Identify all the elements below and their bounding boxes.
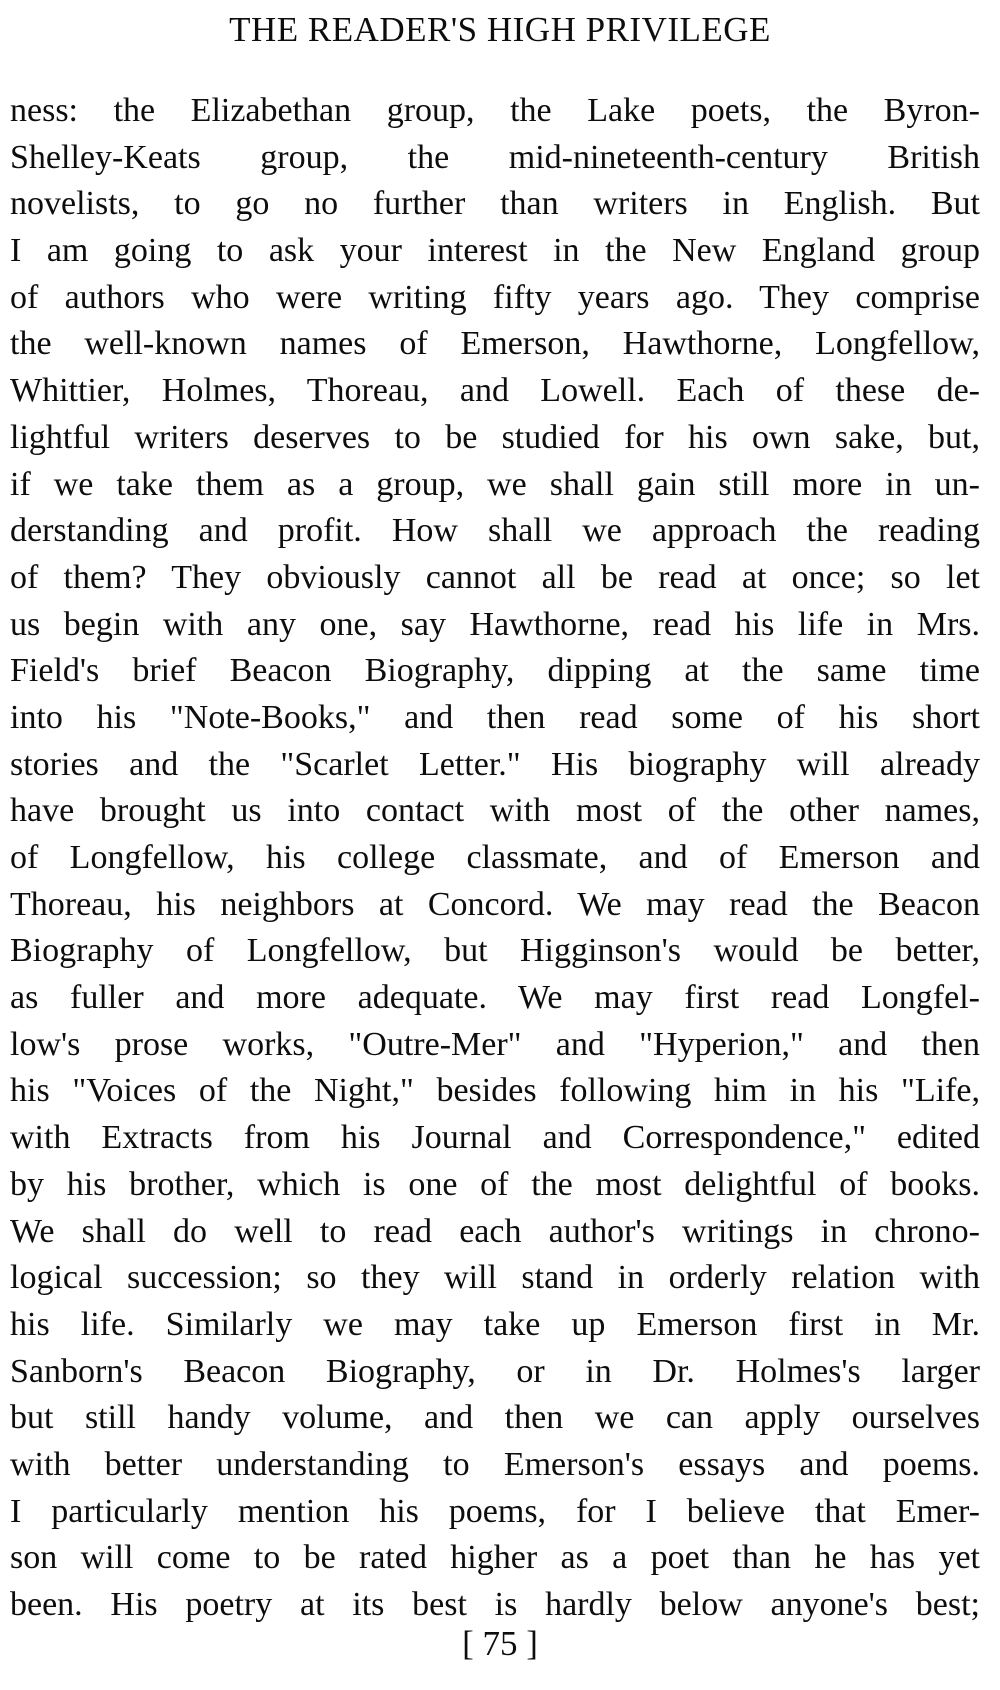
- text-line: into his "Note-Books," and then read some of his short: [10, 698, 980, 736]
- text-line: of Longfellow, his college classmate, and of Emerson and: [10, 839, 980, 876]
- text-line: Biography of Longfellow, but Higginson's would be better,: [10, 932, 980, 970]
- text-line: his "Voices of the Night," besides following him in his "Life,: [10, 1072, 980, 1110]
- text-line: us begin with any one, say Hawthorne, read his life in Mrs.: [10, 605, 980, 643]
- text-line: Field's brief Beacon Biography, dipping at the same time: [10, 652, 980, 690]
- text-line: stories and the "Scarlet Letter." His biography will already: [10, 745, 980, 783]
- text-line: if we take them as a group, we shall gain still more in un-: [10, 465, 980, 503]
- text-line: of them? They obviously cannot all be read at once; so let: [10, 558, 980, 596]
- text-line: Sanborn's Beacon Biography, or in Dr. Holmes's larger: [10, 1352, 980, 1390]
- text-line: son will come to be rated higher as a poet than he has yet: [10, 1539, 980, 1577]
- text-line: have brought us into contact with most of the other names,: [10, 792, 980, 830]
- text-line: with Extracts from his Journal and Correspondence," edited: [10, 1119, 980, 1157]
- text-line: logical succession; so they will stand in orderly relation with: [10, 1259, 980, 1297]
- text-line: of authors who were writing fifty years ago. They comprise: [10, 278, 980, 316]
- text-line: Whittier, Holmes, Thoreau, and Lowell. Each of these de-: [10, 372, 980, 410]
- text-line: but still handy volume, and then we can apply ourselves: [10, 1399, 980, 1437]
- text-line: been. His poetry at its best is hardly below anyone's best;: [10, 1586, 980, 1623]
- text-line: I am going to ask your interest in the New England group: [10, 232, 980, 270]
- page-number: [ 75 ]: [462, 1624, 538, 1663]
- running-head-title: THE READER'S HIGH PRIVILEGE: [229, 10, 771, 49]
- text-line: novelists, to go no further than writers in English. But: [10, 185, 980, 223]
- text-line: We shall do well to read each author's writings in chrono-: [10, 1212, 980, 1250]
- body-paragraph: [10, 88, 980, 1629]
- text-line: the well-known names of Emerson, Hawthorne, Longfellow,: [10, 325, 980, 363]
- text-line: I particularly mention his poems, for I believe that Emer-: [10, 1492, 980, 1530]
- text-line: his life. Similarly we may take up Emerson first in Mr.: [10, 1305, 980, 1343]
- text-line: with better understanding to Emerson's essays and poems.: [10, 1445, 980, 1483]
- text-line: low's prose works, "Outre-Mer" and "Hyperion," and then: [10, 1025, 980, 1063]
- text-line: derstanding and profit. How shall we approach the reading: [10, 512, 980, 550]
- text-line: by his brother, which is one of the most delightful of books.: [10, 1165, 980, 1203]
- text-line: as fuller and more adequate. We may first read Longfel-: [10, 979, 980, 1017]
- text-line: Thoreau, his neighbors at Concord. We may read the Beacon: [10, 885, 980, 923]
- text-line: lightful writers deserves to be studied for his own sake, but,: [10, 418, 980, 456]
- text-line: Shelley-Keats group, the mid-nineteenth-century British: [10, 138, 980, 176]
- text-line: ness: the Elizabethan group, the Lake poets, the Byron-: [10, 92, 980, 129]
